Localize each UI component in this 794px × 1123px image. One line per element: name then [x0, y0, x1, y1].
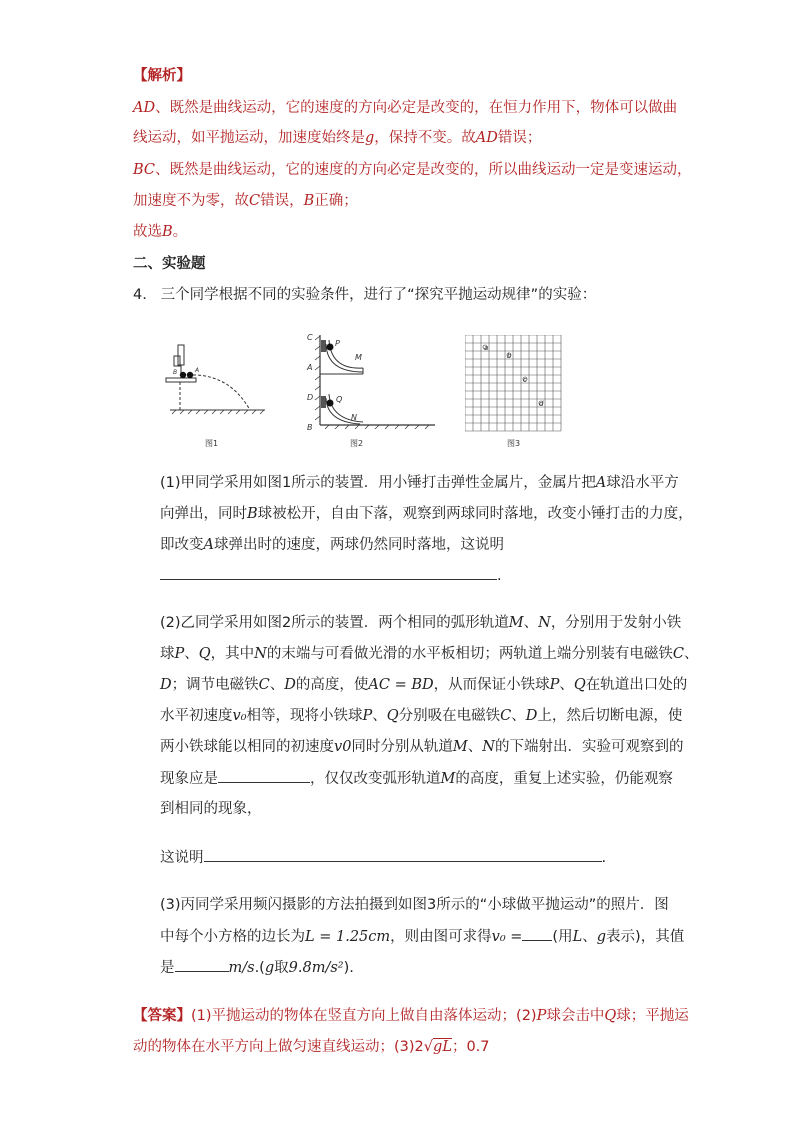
fig1-caption: 图1: [205, 439, 219, 448]
sqrt-symbol: √: [423, 1039, 434, 1055]
analysis-line-5: 故选B。: [133, 224, 188, 240]
figure-3: [465, 335, 565, 435]
part1-line-4: .: [160, 565, 502, 586]
answer-line-1: 【答案】(1)平抛运动的物体在竖直方向上做自由落体运动；(2)P球会击中Q球；平抛运: [133, 1008, 689, 1024]
part3-line-1: (3)丙同学采用频闪摄影的方法拍摄到如图3所示的“小球做平抛运动”的照片．图: [160, 897, 669, 913]
part2-line-7: 到相同的现象，: [160, 801, 262, 817]
part1-line-3: 即改变A球弹出时的速度，两球仍然同时落地，这说明: [160, 537, 504, 553]
fig2-label-b: B: [307, 423, 313, 432]
figure-2: [305, 330, 440, 435]
fig1-label-b: B: [173, 369, 178, 376]
fig2-label-q: Q: [336, 395, 343, 404]
answer-blank-5[interactable]: [175, 957, 229, 972]
analysis-line-3: BC、既然是曲线运动，它的速度的方向必定是改变的，所以曲线运动一定是变速运动，: [133, 162, 692, 178]
part2-line-5: 两小铁球能以相同的初速度v0同时分别从轨道M、N的下端射出．实验可观察到的: [160, 739, 684, 755]
fig2-label-m: M: [355, 353, 362, 362]
part1-line-2: 向弹出，同时B球被松开，自由下落，观察到两球同时落地，改变小锤打击的力度，: [160, 506, 693, 522]
answer-blank-2[interactable]: [218, 768, 310, 783]
figures: [160, 330, 600, 450]
fig3-label-d: d: [539, 400, 544, 408]
fig1-label-a: A: [195, 367, 200, 374]
fig2-label-d: D: [307, 393, 314, 402]
part2-line-6: 现象应是 ，仅仅改变弧形轨道M的高度，重复上述实验，仍能观察: [160, 768, 673, 789]
analysis-line-2: 线运动，如平抛运动，加速度始终是g，保持不变。故AD错误；: [133, 130, 542, 146]
part2-line-2: 球P、Q，其中N的末端与可看做光滑的水平板相切；两轨道上端分别装有电磁铁C、: [160, 646, 699, 662]
fig3-caption: 图3: [507, 439, 521, 448]
answer-line-2: 动的物体在水平方向上做匀速直线运动；(3)2√gL；0.7: [133, 1039, 490, 1055]
fig2-label-a: A: [307, 363, 313, 372]
fig2-label-c: C: [307, 333, 313, 342]
question-number: 4.: [133, 287, 147, 303]
part1-line-1: (1)甲同学采用如图1所示的装置．用小锤打击弹性金属片，金属片把A球沿水平方: [160, 475, 679, 491]
analysis-header: 【解析】: [133, 68, 191, 84]
fig3-label-b: b: [507, 352, 512, 360]
fig3-label-c: c: [523, 376, 527, 384]
answer-label: 【答案】: [133, 1008, 191, 1024]
part3-line-3: 是 m/s.(g取9.8m/s²).: [160, 957, 354, 978]
part2-line-1: (2)乙同学采用如图2所示的装置．两个相同的弧形轨道M、N，分别用于发射小铁: [160, 615, 682, 631]
figure-1: [160, 330, 270, 430]
fig3-label-a: a: [484, 344, 489, 352]
answer-blank-1[interactable]: [160, 565, 497, 580]
section-title: 二、实验题: [133, 256, 206, 272]
part2-line-4: 水平初速度v₀相等，现将小铁球P、Q分别吸在电磁铁C、D上，然后切断电源，使: [160, 708, 683, 724]
part3-line-2: 中每个小方格的边长为L = 1.25cm，则由图可求得v₀ = (用L、g表示)，其值: [160, 926, 684, 947]
analysis-line-1: AD、既然是曲线运动，它的速度的方向必定是改变的，在恒力作用下，物体可以做曲: [133, 100, 678, 116]
question-stem: 4. 三个同学根据不同的实验条件，进行了“探究平抛运动规律”的实验：: [133, 287, 597, 303]
part2-line-8: 这说明 .: [160, 847, 606, 868]
analysis-line-4: 加速度不为零，故C错误，B正确；: [133, 193, 358, 209]
answer-blank-3[interactable]: [204, 847, 602, 862]
part2-line-3: D；调节电磁铁C、D的高度，使AC = BD，从而保证小铁球P、Q在轨道出口处的: [160, 677, 688, 693]
fig2-caption: 图2: [350, 439, 364, 448]
fig2-label-p: P: [335, 339, 340, 348]
answer-blank-4[interactable]: [522, 926, 552, 941]
fig2-label-n: N: [351, 413, 357, 422]
